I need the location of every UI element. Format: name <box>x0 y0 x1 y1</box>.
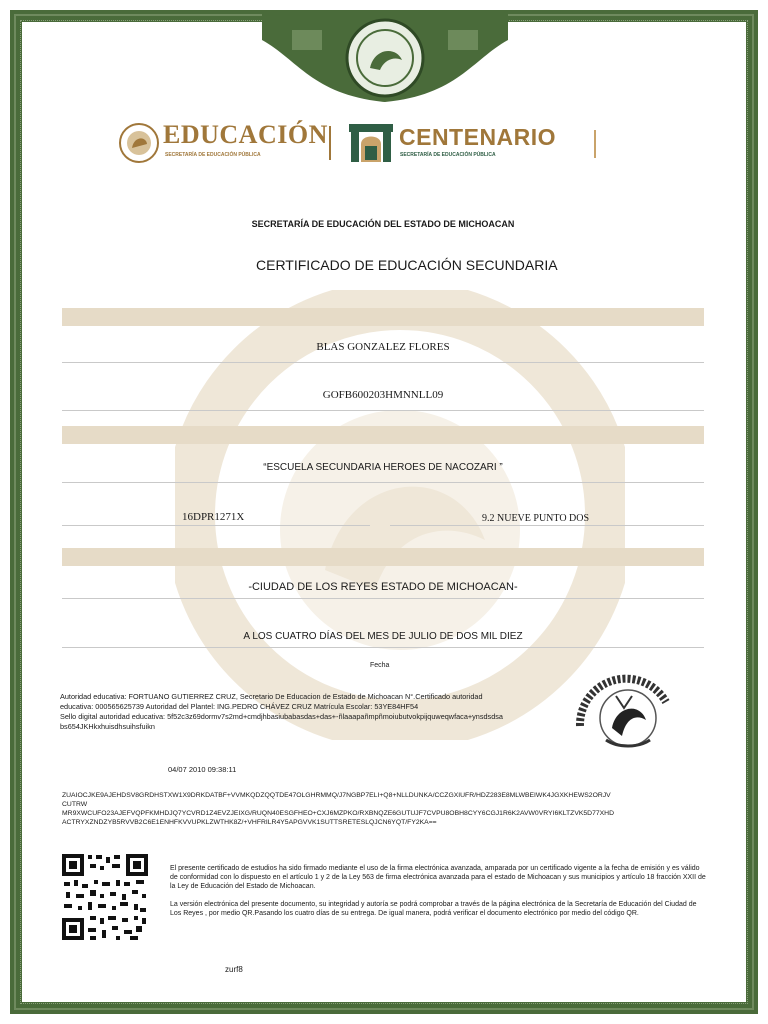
date-label: Fecha <box>370 662 390 669</box>
section-band-1 <box>62 308 704 326</box>
national-seal-icon <box>566 656 678 762</box>
digital-seal-line: MR9XWCUFO23AJEFVQPFKMHDJQ7YCVRD1Z4EVZJEIXG/RUQN40ESGFHEO+CXJ6MZPKO/RXBNQZE6GUTUJF7CVPU8OBH8CYY6CGJ1R6K2AVW0VRYI6KLTZVK5D77XHD <box>62 810 615 817</box>
divider <box>62 362 704 363</box>
authority-line: Sello digital autoridad educativa: 5f52c3z69dormv7s2md+cmdjhbasiubabasdas+das+-ñlaaapañmpñmoiubutvokpijquweqwfaca+ynsdsdsa <box>60 712 503 721</box>
centenario-title: CENTENARIO <box>399 124 557 150</box>
legal-paragraph-2: La versión electrónica del presente documento, su integridad y autoría se podrá comprobar a través de la página electrónica de la Secretaría de Educación del Ciudad de Los Reyes , por medio QR.Pasando los cuatro días de su entrega. De igual manera, podrá verificar el documento electrónico por medio del código QR. <box>170 901 697 917</box>
educacion-subtitle: SECRETARÍA DE EDUCACIÓN PÚBLICA <box>165 152 261 158</box>
digital-seal-line: CUTRW <box>62 801 88 808</box>
footer-code: zurf8 <box>225 965 243 974</box>
digital-seal-line: ZUAIOCJKE9AJEHDSV8GRDHSTXW1X9DRKDATBF+VVMKQDZQQTDE47OLGHRMMQ/J7NGBP7ELI+Q8+NLLDUNKA/CCZGXIUFR/HDZ283E8MLWBEIWK4JGXKHEWS2ORJV <box>62 792 611 799</box>
educacion-seal-icon <box>118 122 160 164</box>
top-emblem-icon <box>262 10 508 104</box>
school-name: “ESCUELA SECUNDARIA HEROES DE NACOZARI ” <box>263 462 503 473</box>
section-band-2 <box>62 426 704 444</box>
qr-code-icon[interactable] <box>60 852 150 942</box>
timestamp: 04/07 2010 09:38:11 <box>168 765 237 774</box>
centenario-subtitle: SECRETARÍA DE EDUCACIÓN PÚBLICA <box>400 152 496 158</box>
section-band-3 <box>62 548 704 566</box>
digital-seal-line: ACTRYXZNDZYB5RVVB2C6E1ENHFKVVUPKLZWTHK8Z/+VHFRILR4Y5APGVVK1SUTTSRETESLQJCN6YQT/FY2KA== <box>62 819 437 826</box>
school-key: 16DPR1271X <box>182 511 245 523</box>
logo-divider <box>329 126 331 160</box>
authority-line: Autoridad educativa: FORTUANO GUTIERREZ CRUZ, Secretario De Educacion de Estado de Michoacan N°.Certificado autoridad <box>60 692 483 701</box>
logo-divider-right <box>594 130 596 158</box>
divider <box>390 525 704 526</box>
authority-line: bs654JKHkxhuisdhsuihsfuikn <box>60 722 155 731</box>
legal-paragraph-1: El presente certificado de estudios ha sido firmado mediante el uso de la firma electrónica avanzada, amparada por un certificado vigente a la fecha de emisión y es válido de conformidad con lo dispuesto en el artículo 1 y 2 de la Ley 563 de firma electrónica avanzada para el estado de Michoacan y sus municipios y artículo 18 fracción XXII de la Ley de Educación del Estado de Michoacan. <box>170 865 706 890</box>
authority-block <box>60 692 600 732</box>
divider <box>62 647 704 648</box>
divider <box>62 482 704 483</box>
certificate-title: CERTIFICADO DE EDUCACIÓN SECUNDARIA <box>256 257 558 273</box>
educacion-title: EDUCACIÓN <box>163 120 328 149</box>
student-name: BLAS GONZALEZ FLORES <box>316 341 450 353</box>
centenario-building-icon <box>347 122 395 164</box>
state-secretariat: SECRETARÍA DE EDUCACIÓN DEL ESTADO DE MICHOACAN <box>251 219 515 229</box>
location: -CIUDAD DE LOS REYES ESTADO DE MICHOACAN- <box>248 581 518 593</box>
average: 9.2 NUEVE PUNTO DOS <box>482 513 590 524</box>
divider <box>62 525 370 526</box>
issue-date: A LOS CUATRO DÍAS DEL MES DE JULIO DE DOS MIL DIEZ <box>243 631 523 642</box>
authority-line: educativa: 000565625739 Autoridad del Plantel: ING.PEDRO CHÁVEZ CRUZ Matrícula Escolar: 53YE84HF54 <box>60 702 419 711</box>
digital-seal-block <box>62 791 702 827</box>
divider <box>62 598 704 599</box>
divider <box>62 410 704 411</box>
curp: GOFB600203HMNNLL09 <box>322 389 444 401</box>
